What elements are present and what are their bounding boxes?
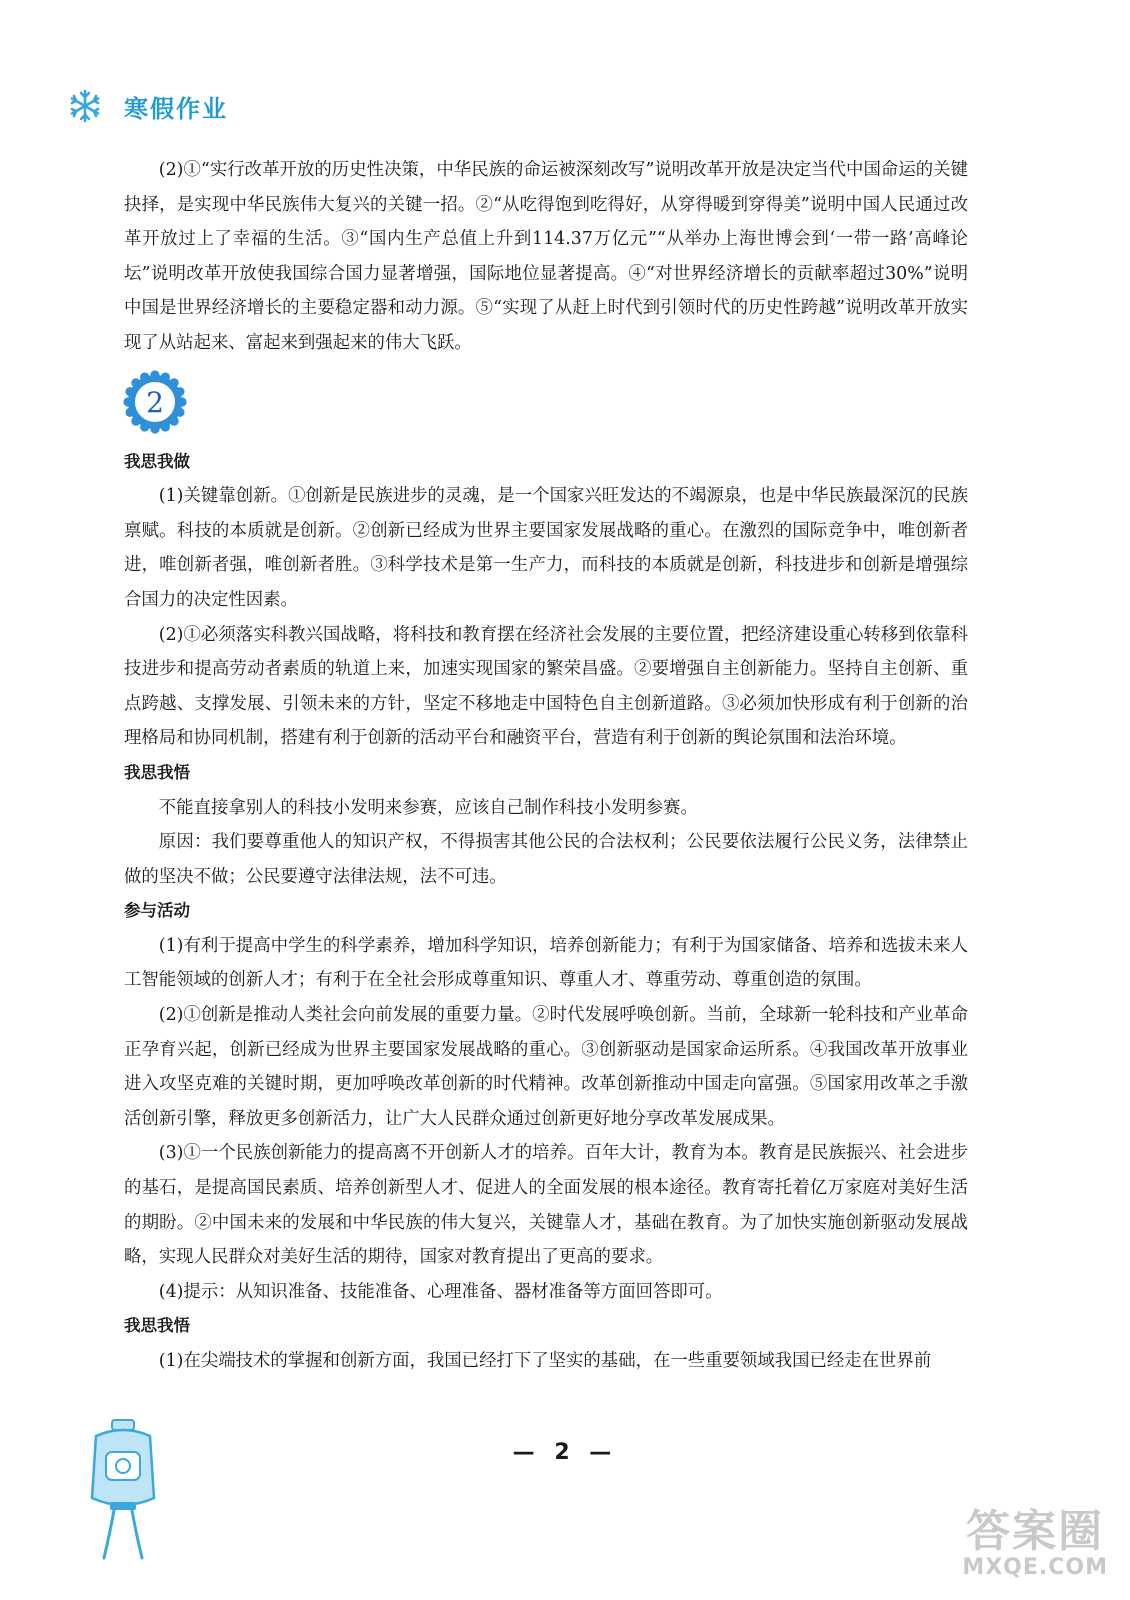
watermark-url: MXQE.COM — [962, 1555, 1108, 1580]
answer-paragraph: 不能直接拿别人的科技小发明来参赛，应该自己制作科技小发明参赛。 — [158, 797, 698, 818]
section-number-badge — [122, 369, 188, 435]
answer-paragraph: (2)①创新是推动人类社会向前发展的重要力量。②时代发展呼唤创新。当前，全球新一轮科技和产业革命正孕育兴起，创新已经成为世界主要国家发展战略的重心。③创新驱动是国家命运所系。④我国改革开放事业进入攻坚克难的关键时期，更加呼唤改革创新的时代精神。改革创新推动中国走向富强。⑤国家用改革之手激活创新引擎，释放更多创新活力，让广大人民群众通过创新更好地分享改革发展成果。 — [124, 1005, 968, 1129]
watermark-logo-text: 答案圈 — [966, 1506, 1105, 1557]
answer-paragraph: (3)①一个民族创新能力的提高离不开创新人才的培养。百年大计，教育为本。教育是民族振兴、社会进步的基石，是提高国民素质、培养创新型人才、促进人的全面发展的根本途径。教育寄托着亿万家庭对美好生活的期盼。②中国未来的发展和中华民族的伟大复兴，关键靠人才，基础在教育。为了加快实施创新驱动发展战略，实现人民群众对美好生活的期待，国家对教育提出了更高的要求。 — [124, 1143, 968, 1268]
header-title: 寒假作业 — [124, 94, 228, 123]
answer-paragraph: (2)①必须落实科教兴国战略，将科技和教育摆在经济社会发展的主要位置，把经济建设重心转移到依靠科技进步和提高劳动者素质的轨道上来，加速实现国家的繁荣昌盛。②要增强自主创新能力。坚持自主创新、重点跨越、支撑发展、引领未来的方针，坚定不移地走中国特色自主创新道路。③必须加快形成有利于创新的治理格局和协同机制，搭建有利于创新的活动平台和融资平台，营造有利于创新的舆论氛围和法治环境。 — [124, 624, 968, 749]
answer-paragraph: (1)在尖端技术的掌握和创新方面，我国已经打下了坚实的基础，在一些重要领域我国已经走在世界前 — [158, 1351, 932, 1371]
section-heading-think-do: 我思我做 — [124, 451, 190, 471]
site-watermark — [962, 1508, 1108, 1580]
answer-paragraph: 原因：我们要尊重他人的知识产权，不得损害其他公民的合法权利；公民要依法履行公民义务，法律禁止做的坚决不做；公民要遵守法律法规，法不可违。 — [124, 832, 968, 887]
section-heading-think-realize: 我思我悟 — [124, 762, 190, 782]
answer-content — [124, 153, 968, 1379]
section-heading-think-realize-2: 我思我悟 — [124, 1316, 190, 1336]
section-heading-activity: 参与活动 — [124, 901, 190, 921]
answer-paragraph: (1)有利于提高中学生的科学素养，增加科学知识，培养创新能力；有利于为国家储备、培养和选拔未来人工智能领域的创新人才；有利于在全社会形成尊重知识、尊重人才、尊重劳动、尊重创造的氛围。 — [124, 935, 968, 991]
answer-paragraph: (1)关键靠创新。①创新是民族进步的灵魂，是一个国家兴旺发达的不竭源泉，也是中华民族最深沉的民族禀赋。科技的本质就是创新。②创新已经成为世界主要国家发展战略的重心。在激烈的国际竞争中，唯创新者进，唯创新者强，唯创新者胜。③科学技术是第一生产力，而科技的本质就是创新，科技进步和创新是增强综合国力的决定性因素。 — [124, 486, 968, 610]
answer-paragraph: (4)提示：从知识准备、技能准备、心理准备、器材准备等方面回答即可。 — [158, 1281, 723, 1302]
intro-paragraph: (2)①“实行改革开放的历史性决策，中华民族的命运被深刻改写”说明改革开放是决定当代中国命运的关键抉择，是实现中华民族伟大复兴的关键一招。②“从吃得饱到吃得好，从穿得暖到穿得美”说明中国人民通过改革开放过上了幸福的生活。③“国内生产总值上升到114.37万亿元”“从举办上海世博会到‘一带一路’高峰论坛”说明改革开放使我国综合国力显著增强，国际地位显著提高。④“对世界经济增长的贡献率超过30%”说明中国是世界经济增长的主要稳定器和动力源。⑤“实现了从赶上时代到引领时代的历史性跨越”说明改革开放实现了从站起来、富起来到强起来的伟大飞跃。 — [124, 160, 968, 353]
page-header — [68, 86, 228, 126]
snowflake-icon — [68, 89, 102, 123]
page-number: — 2 — — [512, 1440, 618, 1465]
section-number: 2 — [146, 385, 164, 419]
